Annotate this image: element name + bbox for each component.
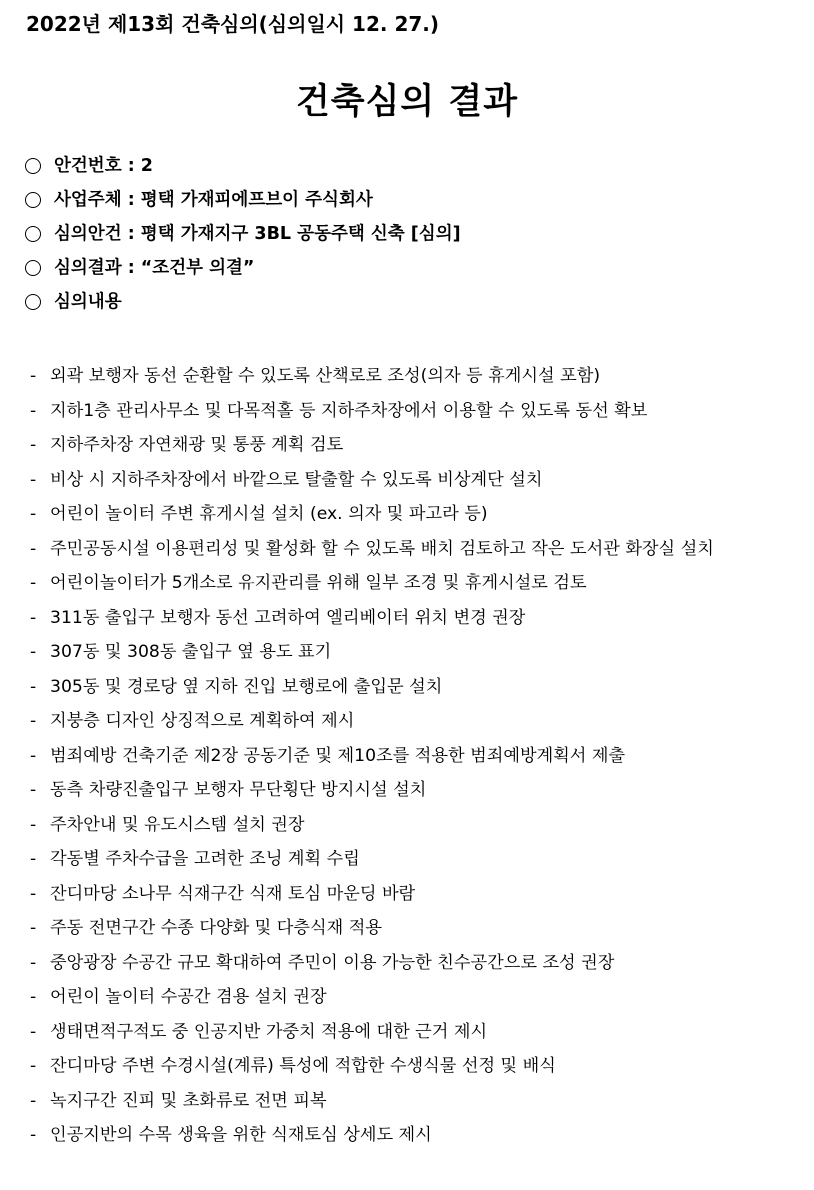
summary-item	[25, 258, 805, 292]
circle-bullet-icon	[25, 192, 41, 208]
dash-bullet: -	[30, 607, 37, 628]
list-item	[30, 1021, 810, 1056]
list-item	[30, 1124, 810, 1159]
dash-bullet: -	[30, 1090, 37, 1111]
document-title: 건축심의 결과	[295, 82, 519, 122]
list-item	[30, 1055, 810, 1090]
list-item	[30, 745, 810, 780]
summary-item	[25, 224, 805, 258]
summary-item-text: 사업주체 : 평택 가재피에프브이 주식회사	[54, 190, 373, 210]
summary-item-text: 심의내용	[54, 292, 122, 312]
list-item-text: 어린이놀이터가 5개소로 유지관리를 위해 일부 조경 및 휴게시설로 검토	[50, 573, 587, 593]
circle-bullet-icon	[25, 260, 41, 276]
summary-item	[25, 292, 805, 326]
list-item-text: 307동 및 308동 출입구 옆 용도 표기	[50, 642, 332, 662]
dash-bullet: -	[30, 538, 37, 559]
list-item-text: 311동 출입구 보행자 동선 고려하여 엘리베이터 위치 변경 권장	[50, 607, 526, 628]
dash-bullet: -	[30, 952, 37, 973]
dash-bullet: -	[30, 469, 37, 490]
list-item-text: 인공지반의 수목 생육을 위한 식재토심 상세도 제시	[50, 1125, 432, 1145]
list-item	[30, 434, 810, 469]
dash-bullet: -	[30, 400, 37, 421]
list-item	[30, 607, 810, 642]
circle-bullet-icon	[25, 158, 41, 174]
dash-bullet: -	[30, 780, 37, 800]
summary-section	[25, 156, 805, 326]
list-item-text: 잔디마당 소나무 식재구간 식재 토심 마운딩 바람	[50, 883, 416, 904]
dash-bullet: -	[30, 676, 37, 697]
list-item-text: 잔디마당 주변 수경시설(계류) 특성에 적합한 수생식물 선정 및 배식	[50, 1056, 556, 1076]
list-item	[30, 1090, 810, 1125]
list-item-text: 동측 차량진출입구 보행자 무단횡단 방지시설 설치	[50, 780, 427, 800]
dash-bullet: -	[30, 711, 37, 731]
list-item-text: 녹지구간 진피 및 초화류로 전면 피복	[50, 1090, 327, 1111]
dash-bullet: -	[30, 745, 37, 766]
circle-bullet-icon	[25, 226, 41, 242]
list-item-text: 주차안내 및 유도시스템 설치 권장	[50, 814, 305, 835]
dash-bullet: -	[30, 1056, 37, 1076]
list-item	[30, 814, 810, 849]
dash-bullet: -	[30, 814, 37, 835]
list-item-text: 지붕층 디자인 상징적으로 계획하여 제시	[50, 711, 355, 731]
review-content-list	[30, 365, 810, 1159]
list-item	[30, 538, 810, 573]
summary-item-text: 심의안건 : 평택 가재지구 3BL 공동주택 신축 [심의]	[54, 224, 461, 244]
list-item	[30, 917, 810, 952]
circle-bullet-icon	[25, 294, 41, 310]
dash-bullet: -	[30, 1021, 37, 1042]
list-item-text: 생태면적구적도 중 인공지반 가중치 적용에 대한 근거 제시	[50, 1021, 488, 1042]
list-item-text: 외곽 보행자 동선 순환할 수 있도록 산책로로 조성(의자 등 휴게시설 포함)	[50, 366, 601, 386]
list-item-text: 비상 시 지하주차장에서 바깥으로 탈출할 수 있도록 비상계단 설치	[50, 469, 543, 490]
list-item-text: 지하1층 관리사무소 및 다목적홀 등 지하주차장에서 이용할 수 있도록 동선 확보	[50, 400, 648, 421]
list-item-text: 305동 및 경로당 옆 지하 진입 보행로에 출입문 설치	[50, 676, 443, 697]
summary-item	[25, 190, 805, 224]
dash-bullet: -	[30, 987, 37, 1007]
list-item	[30, 676, 810, 711]
summary-item-text: 안건번호 : 2	[54, 156, 153, 176]
list-item-text: 각동별 주차수급을 고려한 조닝 계획 수립	[50, 849, 360, 869]
dash-bullet: -	[30, 504, 37, 524]
list-item	[30, 400, 810, 435]
list-item-text: 주민공동시설 이용편리성 및 활성화 할 수 있도록 배치 검토하고 작은 도서관 화장실 설치	[50, 538, 714, 559]
list-item	[30, 572, 810, 607]
list-item-text: 어린이 놀이터 주변 휴게시설 설치 (ex. 의자 및 파고라 등)	[50, 504, 488, 524]
list-item	[30, 848, 810, 883]
summary-item-text: 심의결과 : “조건부 의결”	[54, 258, 255, 278]
list-item-text: 주동 전면구간 수종 다양화 및 다층식재 적용	[50, 918, 382, 938]
dash-bullet: -	[30, 1125, 37, 1145]
list-item	[30, 952, 810, 987]
list-item	[30, 641, 810, 676]
dash-bullet: -	[30, 366, 37, 386]
meeting-info-header: 2022년 제13회 건축심의(심의일시 12. 27.)	[26, 12, 440, 36]
summary-item	[25, 156, 805, 190]
list-item	[30, 503, 810, 538]
dash-bullet: -	[30, 435, 37, 455]
list-item-text: 어린이 놀이터 수공간 겸용 설치 권장	[50, 987, 327, 1007]
dash-bullet: -	[30, 573, 37, 593]
list-item	[30, 710, 810, 745]
list-item	[30, 986, 810, 1021]
list-item	[30, 883, 810, 918]
dash-bullet: -	[30, 883, 37, 904]
list-item	[30, 779, 810, 814]
dash-bullet: -	[30, 849, 37, 869]
dash-bullet: -	[30, 918, 37, 938]
list-item-text: 범죄예방 건축기준 제2장 공동기준 및 제10조를 적용한 범죄예방계획서 제출	[50, 745, 626, 766]
dash-bullet: -	[30, 642, 37, 662]
list-item-text: 지하주차장 자연채광 및 통풍 계획 검토	[50, 435, 344, 455]
list-item	[30, 365, 810, 400]
list-item-text: 중앙광장 수공간 규모 확대하여 주민이 이용 가능한 친수공간으로 조성 권장	[50, 952, 615, 973]
list-item	[30, 469, 810, 504]
